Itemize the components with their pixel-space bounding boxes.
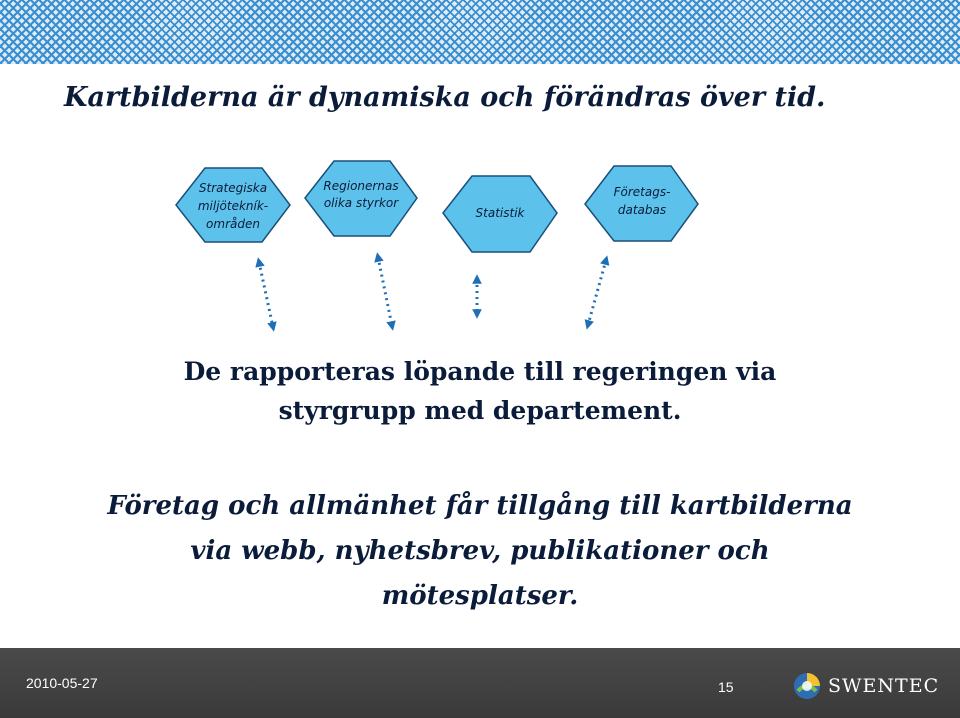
hexagon-strategiska-line1: Strategiska xyxy=(198,181,268,195)
hexagon-statistik xyxy=(443,176,557,252)
swentec-logo-icon xyxy=(792,671,822,701)
arrow-2 xyxy=(378,257,392,326)
hexagon-regionernas xyxy=(305,161,417,236)
arrow-1 xyxy=(259,262,273,327)
hexagon-strategiska xyxy=(176,168,290,242)
hexagon-regionernas-line2: olika styrkor xyxy=(323,196,399,210)
paragraph-reporting xyxy=(60,352,900,430)
paragraph-access-line2: via webb, nyhetsbrev, publikationer och xyxy=(190,536,770,566)
top-pattern-band xyxy=(0,0,960,64)
logo-text: SWENTEC xyxy=(828,675,940,697)
hexagon-regionernas-line1: Regionernas xyxy=(323,179,399,193)
swentec-logo xyxy=(792,668,942,704)
slide-title: Kartbilderna är dynamiska och förändras över tid. xyxy=(64,82,826,113)
paragraph-access-line1: Företag och allmänhet får tillgång till kartbilderna xyxy=(107,491,853,521)
arrow-4 xyxy=(588,260,606,325)
hexagon-statistik-line1: Statistik xyxy=(475,206,525,220)
hexagon-strategiska-line3: områden xyxy=(206,217,260,231)
page-number: 15 xyxy=(718,679,734,695)
hexagon-strategiska-line2: miljötekník- xyxy=(197,199,269,213)
hexagon-foretagsdatabas-line1: Företags- xyxy=(613,185,671,199)
paragraph-access xyxy=(30,484,930,619)
paragraph-reporting-line1: De rapporteras löpande till regeringen via xyxy=(183,357,777,386)
hexagon-foretagsdatabas-line2: databas xyxy=(617,203,667,217)
footer xyxy=(0,648,960,718)
paragraph-reporting-line2: styrgrupp med departement. xyxy=(278,396,682,425)
hexagon-foretagsdatabas xyxy=(585,166,698,241)
footer-date: 2010-05-27 xyxy=(26,675,98,691)
paragraph-access-line3: mötesplatser. xyxy=(381,581,579,611)
hexagon-diagram xyxy=(0,150,960,350)
